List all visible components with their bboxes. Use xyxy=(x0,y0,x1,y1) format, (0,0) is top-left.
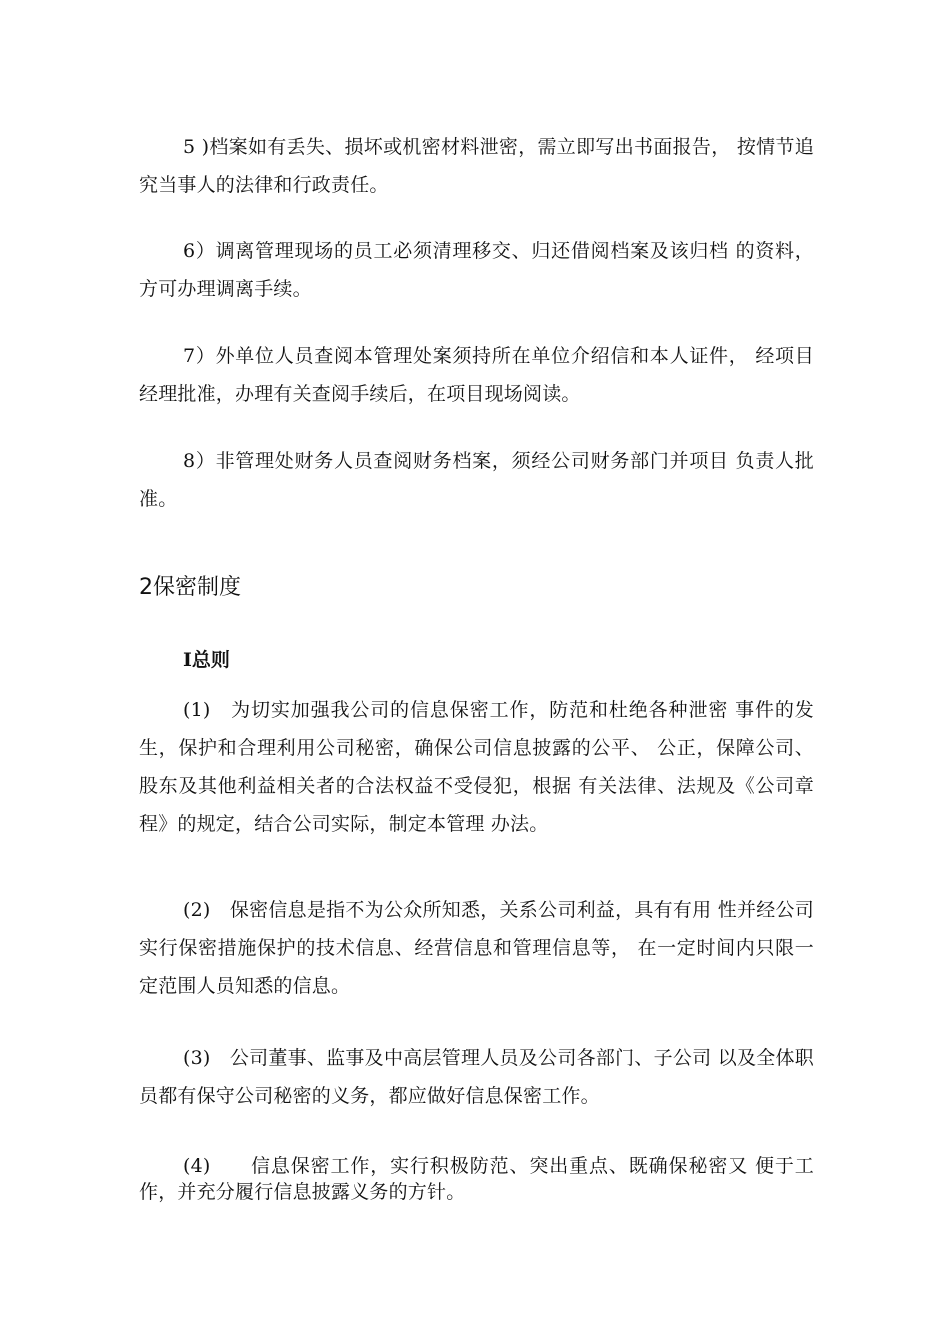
paragraph-6: 6）调离管理现场的员工必须清理移交、归还借阅档案及该归档 的资料，方可办理调离手续。 xyxy=(139,240,814,300)
paragraph-5: 5 )档案如有丢失、损坏或机密材料泄密，需立即写出书面报告， 按情节追究当事人的法律和行政责任。 xyxy=(139,136,814,196)
clause-3: (3) 公司董事、监事及中高层管理人员及公司各部门、子公司 以及全体职员都有保守公司秘密的义务，都应做好信息保密工作。 xyxy=(139,1047,814,1107)
clause-4: (4) 信息保密工作，实行积极防范、突出重点、既确保秘密又 便于工作，并充分履行信息披露义务的方针。 xyxy=(139,1155,814,1203)
subsection-heading: I总则 xyxy=(183,649,230,671)
clause-1: (1) 为切实加强我公司的信息保密工作，防范和杜绝各种泄密 事件的发生，保护和合理利用公司秘密，确保公司信息披露的公平、 公正，保障公司、股东及其他利益相关者的合法权益不受侵犯，根据 有关法律、法规及《公司章程》的规定，结合公司实际，制定本管理 办法。 xyxy=(139,699,814,835)
section-heading: 2保密制度 xyxy=(139,575,241,600)
paragraph-7: 7）外单位人员查阅本管理处案须持所在单位介绍信和本人证件， 经项目经理批准，办理有关查阅手续后，在项目现场阅读。 xyxy=(139,345,814,405)
paragraph-8: 8）非管理处财务人员查阅财务档案，须经公司财务部门并项目 负责人批准。 xyxy=(139,450,814,510)
clause-2: (2) 保密信息是指不为公众所知悉，关系公司利益，具有有用 性并经公司实行保密措施保护的技术信息、经营信息和管理信息等， 在一定时间内只限一定范围人员知悉的信息。 xyxy=(139,899,814,997)
